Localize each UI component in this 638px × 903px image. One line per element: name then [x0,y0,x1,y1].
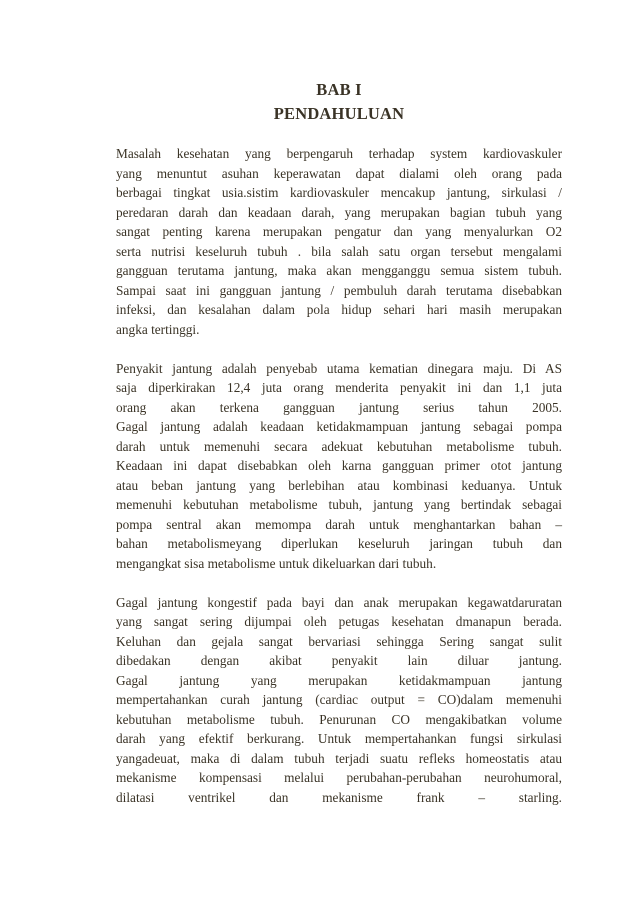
text-line: pompa sentral akan memompa darah untuk menghantarkan bahan – [116,516,562,532]
chapter-title: PENDAHULUAN [273,104,405,123]
text-line: infeksi, dan kesalahan dalam pola hidup sehari hari masih merupakan [116,302,562,317]
text-line: Gagal jantung yang merupakan ketidakmampuan jantung [116,672,562,688]
text-line: Keadaan ini dapat disebabkan oleh karna gangguan primer otot jantung [116,458,562,473]
text-line: mengangkat sisa metabolisme untuk dikeluarkan dari tubuh. [116,555,437,571]
text-line: darah yang efektif berkurang. Untuk mempertahankan fungsi sirkulasi [116,731,562,746]
text-line: dilatasi ventrikel dan mekanisme frank – starling. [116,789,562,805]
text-line: mempertahankan curah jantung (cardiac output = CO)dalam memenuhi [116,692,562,707]
text-line: darah untuk memenuhi secara adekuat kebutuhan metabolisme tubuh. [116,438,562,454]
text-line: yang sangat sering dijumpai oleh petugas kesehatan dmanapun berada. [116,614,562,629]
text-line: mekanisme kompensasi melalui perubahan-perubahan neurohumoral, [116,770,562,785]
text-line: atau beban jantung yang berlebihan atau kombinasi keduanya. Untuk [116,477,562,493]
text-line: Masalah kesehatan yang berpengaruh terhadap system kardiovaskuler [116,146,562,161]
text-line: Gagal jantung kongestif pada bayi dan anak merupakan kegawatdaruratan [116,594,562,610]
text-line: Sampai saat ini gangguan jantung / pembuluh darah terutama disebabkan [116,282,562,298]
text-line: yangadeuat, maka di dalam tubuh terjadi suatu refleks homeostatis atau [116,750,562,766]
text-line: gangguan terutama jantung, maka akan mengganggu semua sistem tubuh. [116,263,562,278]
text-line: Gagal jantung adalah keadaan ketidakmampuan jantung sebagai pompa [116,419,562,434]
paragraph-1 [116,144,562,339]
text-line: saja diperkirakan 12,4 juta orang menderita penyakit ini dan 1,1 juta [116,380,562,395]
text-line: yang menuntut asuhan keperawatan dapat dialami oleh orang pada [116,165,562,181]
text-line: berbagai tingkat usia.sistim kardiovaskuler mencakup jantung, sirkulasi / [116,185,562,200]
text-line: dibedakan dengan akibat penyakit lain diluar jantung. [116,653,562,668]
text-line: orang akan terkena gangguan jantung serius tahun 2005. [116,399,562,415]
paragraph-3 [116,593,562,808]
text-line: Keluhan dan gejala sangat bervariasi sehingga Sering sangat sulit [116,633,562,649]
text-line: bahan metabolismeyang diperlukan keseluruh jaringan tubuh dan [116,536,562,551]
text-line: memenuhi kebutuhan metabolisme tubuh, jantung yang bertindak sebagai [116,497,562,512]
chapter-number: BAB I [316,80,362,99]
text-line: sangat penting karena merupakan pengatur dan yang menyalurkan O2 [116,224,562,239]
text-line: serta nutrisi keseluruh tubuh . bila salah satu organ tersebut mengalami [116,243,562,259]
text-line: kebutuhan metabolisme tubuh. Penurunan CO mengakibatkan volume [116,711,562,727]
text-line: angka tertinggi. [116,321,200,337]
text-line: Penyakit jantung adalah penyebab utama kematian dinegara maju. Di AS [116,360,562,376]
text-line: peredaran darah dan keadaan darah, yang merupakan bagian tubuh yang [116,204,562,220]
paragraph-2 [116,359,562,574]
